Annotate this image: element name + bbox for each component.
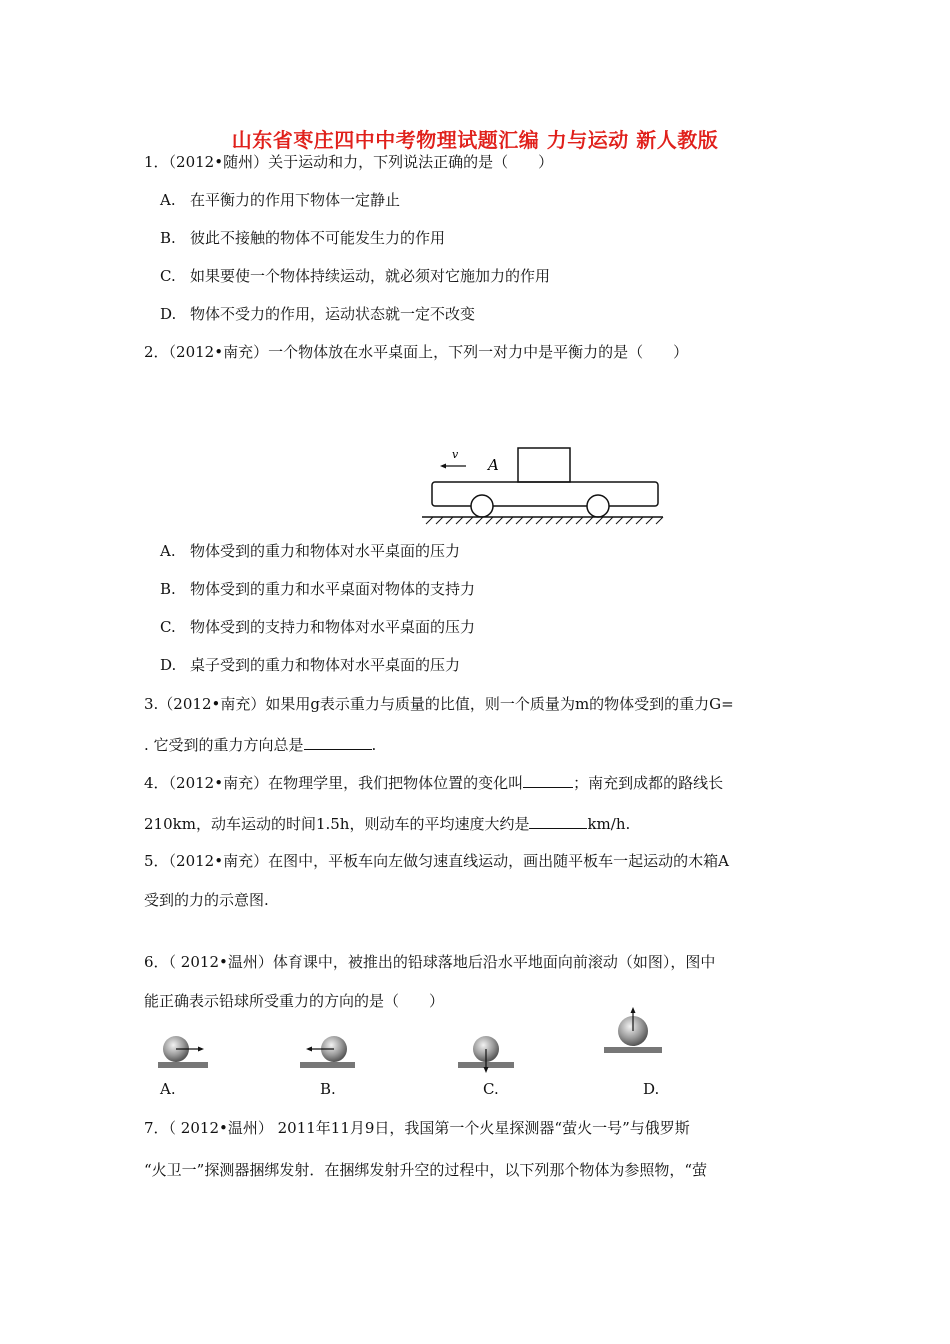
hatch-line [646,517,653,524]
q4-line2 [144,814,630,834]
option-label: D. [160,305,177,323]
hatch-line [586,517,593,524]
choice-label-d: D. [643,1080,660,1098]
q2-option-a [160,541,460,561]
page-title: 山东省枣庄四中中考物理试题汇编 力与运动 新人教版 [231,128,719,152]
hatch-line [496,517,503,524]
q1-option-b [160,228,445,248]
hatch-line [486,517,493,524]
hatch-line [466,517,473,524]
option-label: B. [160,580,176,598]
ground-hatching [426,517,663,524]
q2-stem: 2．（2012•南充）一个物体放在水平桌面上，下列一对力中是平衡力的是（ ） [144,343,689,361]
option-label: D. [160,656,177,674]
ball-figure-b [300,1030,355,1070]
hatch-line [636,517,643,524]
q1-option-d [160,304,475,324]
option-text: 桌子受到的重力和物体对水平桌面的压力 [190,656,461,674]
option-label: A. [160,542,176,560]
hatch-line [506,517,513,524]
option-text: 物体受到的重力和物体对水平桌面的压力 [190,542,461,560]
q4-unit: km/h. [587,815,631,833]
hatch-line [516,517,523,524]
option-label: C. [160,267,176,285]
answer-blank[interactable] [304,735,372,750]
q3-line1: 3.（2012•南充）如果用g表示重力与质量的比值，则一个质量为m的物体受到的重力G= [144,695,734,713]
q7-line2: “火卫一”探测器捆绑发射．在捆绑发射升空的过程中，以下列那个物体为参照物，“萤 [144,1161,708,1179]
q2-option-c [160,617,475,637]
hatch-line [606,517,613,524]
option-text: 物体不受力的作用，运动状态就一定不改变 [190,305,476,323]
option-text: 物体受到的重力和水平桌面对物体的支持力 [190,580,476,598]
choice-label-b: B. [320,1080,336,1098]
hatch-line [476,517,483,524]
ball-figure-a [158,1030,208,1070]
q2-option-d [160,655,460,675]
flatbed-cart-figure [420,440,665,525]
q3-line2 [144,735,376,755]
option-text: 如果要使一个物体持续运动，就必须对它施加力的作用 [190,267,551,285]
velocity-label: v [452,448,459,461]
cart-platform [432,482,658,506]
box-a [518,448,570,482]
q2-option-b [160,579,475,599]
option-text: 物体受到的支持力和物体对水平桌面的压力 [190,618,476,636]
hatch-line [556,517,563,524]
q4-line1 [144,773,723,793]
choice-label-a: A. [160,1080,176,1098]
q4-text-2: ；南充到成都的路线长 [573,774,724,792]
hatch-line [596,517,603,524]
hatch-line [526,517,533,524]
hatch-line [566,517,573,524]
q3-end: . [371,736,377,754]
hatch-line [546,517,553,524]
hatch-line [576,517,583,524]
q5-line2: 受到的力的示意图. [144,891,269,909]
front-wheel [471,495,493,517]
hatch-line [626,517,633,524]
q1-option-a [160,190,400,210]
box-a-label: A [488,456,499,474]
option-text: 在平衡力的作用下物体一定静止 [190,191,401,209]
hatch-line [436,517,443,524]
hatch-line [446,517,453,524]
answer-blank[interactable] [529,814,587,829]
velocity-arrowhead [440,464,446,469]
q6-line1: 6．（ 2012•温州）体育课中，被推出的铅球落地后沿水平地面向前滚动（如图），图中 [144,953,716,971]
answer-blank[interactable] [523,773,573,788]
q5-line1: 5．（2012•南充）在图中，平板车向左做匀速直线运动，画出随平板车一起运动的木箱A [144,852,729,870]
hatch-line [426,517,433,524]
q6-line2: 能正确表示铅球所受重力的方向的是（ ） [144,992,445,1010]
q1-stem: 1．（2012•随州）关于运动和力，下列说法正确的是（ ） [144,153,554,171]
choice-label-c: C. [483,1080,499,1098]
option-label: B. [160,229,176,247]
option-label: C. [160,618,176,636]
ball-figure-c [458,1030,514,1075]
q1-option-c [160,266,550,286]
hatch-line [456,517,463,524]
rear-wheel [587,495,609,517]
q3-text: . 它受到的重力方向总是 [144,736,304,754]
ball-figure-d [604,1002,662,1057]
hatch-line [656,517,663,524]
q7-line1: 7．（ 2012•温州） 2011年11月9日，我国第一个火星探测器“萤火一号”与俄罗斯 [144,1119,690,1137]
q4-text: 4．（2012•南充）在物理学里，我们把物体位置的变化叫 [144,774,524,792]
option-label: A. [160,191,176,209]
option-text: 彼此不接触的物体不可能发生力的作用 [190,229,446,247]
hatch-line [616,517,623,524]
hatch-line [536,517,543,524]
q4-text-3: 210km，动车运动的时间1.5h，则动车的平均速度大约是 [144,815,530,833]
